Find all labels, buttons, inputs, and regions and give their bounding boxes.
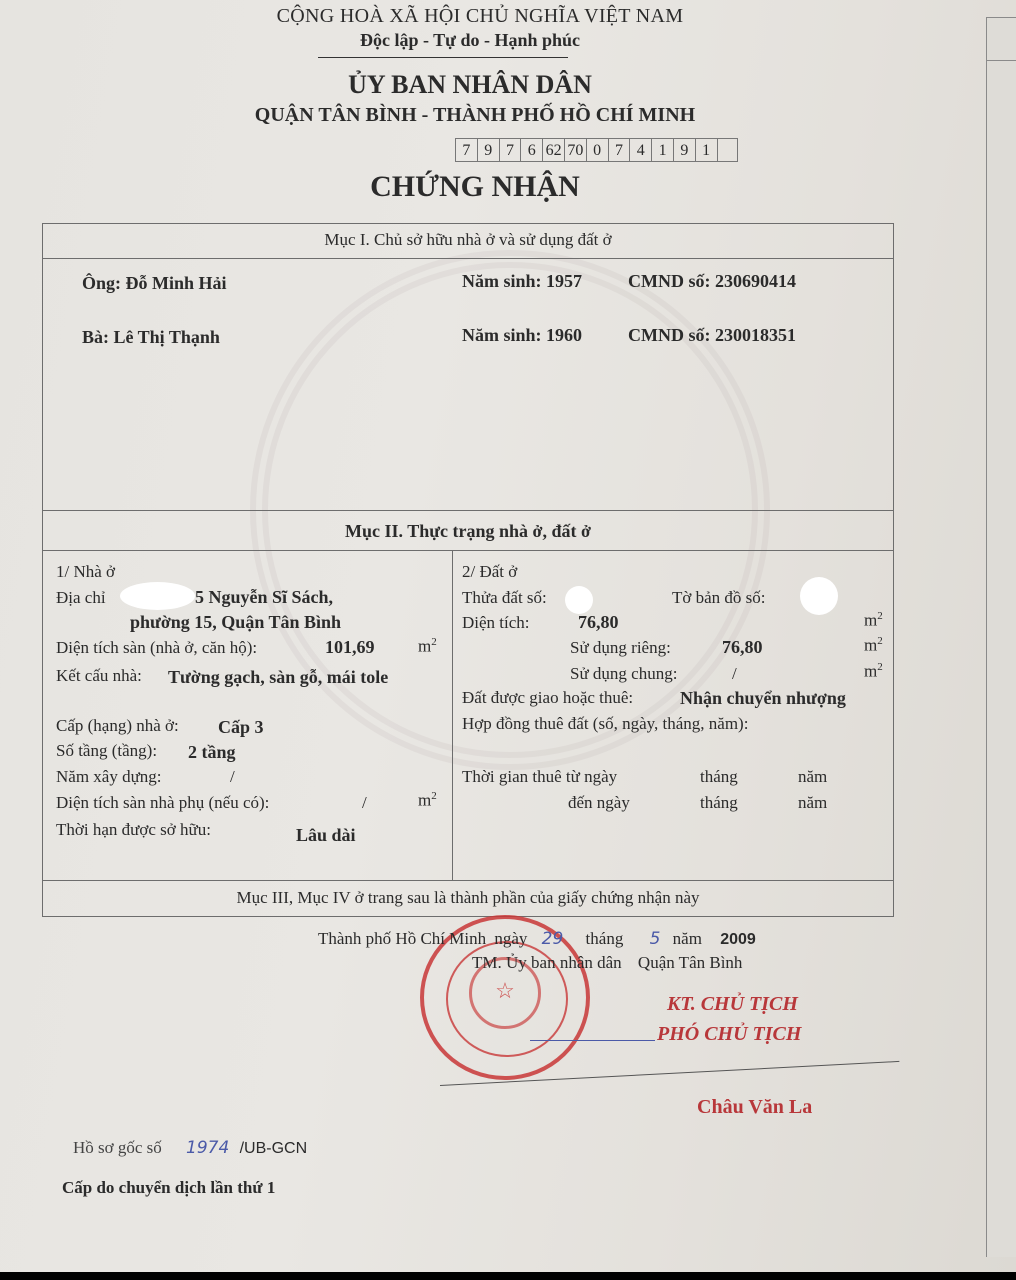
floor-area-label: Diện tích sàn (nhà ở, căn hộ):	[56, 638, 258, 657]
address-label: Địa chỉ	[56, 588, 106, 607]
floor-area-value: 101,69	[325, 637, 375, 657]
column-divider	[452, 550, 453, 880]
serial-digit	[717, 138, 739, 162]
aux-area-label: Diện tích sàn nhà phụ (nếu có):	[56, 793, 270, 812]
floors-label: Số tầng (tầng):	[56, 741, 158, 760]
signing-date: Thành phố Hồ Chí Minh ngày 29 tháng 5 năm 2009	[318, 929, 756, 949]
serial-digit: 7	[499, 138, 521, 162]
shared-use-value: /	[732, 664, 737, 683]
address-line2: phường 15, Quận Tân Bình	[130, 612, 342, 632]
serial-digit: 1	[651, 138, 673, 162]
serial-digit: 62	[542, 138, 564, 162]
star-emblem-icon: ☆	[469, 957, 541, 1029]
plot-label: Thửa đất số:	[462, 588, 547, 607]
national-title: CỘNG HOÀ XÃ HỘI CHỦ NGHĨA VIỆT NAM	[276, 5, 684, 27]
issuer-location: QUẬN TÂN BÌNH - THÀNH PHỐ HỒ CHÍ MINH	[254, 104, 696, 126]
grade-value: Cấp 3	[218, 717, 264, 737]
divider	[42, 258, 894, 259]
map-sheet-label: Tờ bản đồ số:	[672, 588, 766, 607]
serial-digit: 6	[520, 138, 542, 162]
grade-label: Cấp (hạng) nhà ở:	[56, 716, 179, 735]
serial-digit: 4	[629, 138, 651, 162]
owner2-birth: Năm sinh: 1960	[462, 325, 583, 345]
serial-digit: 70	[564, 138, 586, 162]
issuing-authority: TM. Ủy ban nhân dân Quận Tân Bình	[472, 953, 743, 972]
year-built-value: /	[230, 767, 235, 786]
aux-area-value: /	[362, 793, 367, 812]
area-unit: $m^2$	[864, 610, 883, 630]
floor-area-unit: $m^2$	[418, 636, 437, 656]
serial-digit: 7	[608, 138, 630, 162]
owner2-id: CMND số: 230018351	[628, 325, 796, 345]
lease-to-year: năm	[798, 793, 828, 812]
floors-value: 2 tầng	[188, 742, 236, 762]
divider	[42, 510, 894, 511]
owner1-birth: Năm sinh: 1957	[462, 271, 583, 291]
issuer-title: ỦY BAN NHÂN DÂN	[348, 70, 592, 99]
owner1-name: Ông: Đỗ Minh Hải	[82, 273, 227, 293]
ownership-term-value: Lâu dài	[296, 825, 356, 845]
private-use-value: 76,80	[722, 637, 763, 657]
signer-name: Châu Văn La	[697, 1096, 813, 1118]
handwritten-signature	[530, 1040, 655, 1041]
bottom-bar	[0, 1272, 1016, 1280]
lease-from-month: tháng	[700, 767, 738, 786]
redaction-mask	[120, 582, 195, 610]
structure-label: Kết cấu nhà:	[56, 666, 142, 685]
land-heading: 2/ Đất ở	[462, 562, 518, 581]
private-use-label: Sử dụng riêng:	[570, 638, 671, 657]
lease-contract-label: Hợp đồng thuê đất (số, ngày, tháng, năm):	[462, 714, 749, 733]
divider	[42, 880, 894, 881]
divider	[42, 550, 894, 551]
lease-to-month: tháng	[700, 793, 738, 812]
shared-use-unit: $m^2$	[864, 661, 883, 681]
footer-note: Mục III, Mục IV ở trang sau là thành phần của giấy chứng nhận này	[236, 888, 700, 907]
year-built-label: Năm xây dựng:	[56, 767, 162, 786]
document-title: CHỨNG NHẬN	[370, 170, 580, 203]
serial-number-boxes	[455, 138, 738, 162]
record-number: Hồ sơ gốc số 1974 /UB-GCN	[73, 1138, 308, 1158]
serial-digit: 9	[477, 138, 499, 162]
lease-from-label: Thời gian thuê từ ngày	[462, 767, 618, 786]
section1-title: Mục I. Chủ sở hữu nhà ở và sử dụng đất ở	[324, 230, 612, 249]
address-line1: 5 Nguyễn Sĩ Sách,	[195, 587, 334, 607]
serial-digit: 7	[455, 138, 477, 162]
area-label: Diện tích:	[462, 613, 530, 632]
shared-use-label: Sử dụng chung:	[570, 664, 678, 683]
serial-digit: 9	[673, 138, 695, 162]
aux-area-unit: $m^2$	[418, 790, 437, 810]
ownership-term-label: Thời hạn được sở hữu:	[56, 820, 211, 839]
motto-underline	[318, 57, 568, 58]
serial-digit: 0	[586, 138, 608, 162]
owner1-id: CMND số: 230690414	[628, 271, 796, 291]
house-heading: 1/ Nhà ở	[56, 562, 116, 581]
lease-to-label: đến ngày	[568, 793, 630, 812]
allocation-label: Đất được giao hoặc thuê:	[462, 688, 634, 707]
lease-from-year: năm	[798, 767, 828, 786]
signer-role-1: KT. CHỦ TỊCH	[667, 993, 798, 1015]
owner2-name: Bà: Lê Thị Thạnh	[82, 327, 220, 347]
issuance-note: Cấp do chuyển dịch lần thứ 1	[62, 1178, 276, 1197]
signer-role-2: PHÓ CHỦ TỊCH	[657, 1023, 802, 1045]
motto: Độc lập - Tự do - Hạnh phúc	[359, 30, 581, 50]
redaction-mask	[565, 586, 593, 614]
private-use-unit: $m^2$	[864, 635, 883, 655]
allocation-value: Nhận chuyển nhượng	[680, 688, 846, 708]
section2-title: Mục II. Thực trạng nhà ở, đất ở	[345, 521, 591, 541]
structure-value: Tường gạch, sàn gỗ, mái tole	[168, 667, 389, 687]
next-page-edge	[986, 17, 1016, 1257]
redaction-mask	[800, 577, 838, 615]
serial-digit: 1	[695, 138, 717, 162]
area-value: 76,80	[578, 612, 619, 632]
